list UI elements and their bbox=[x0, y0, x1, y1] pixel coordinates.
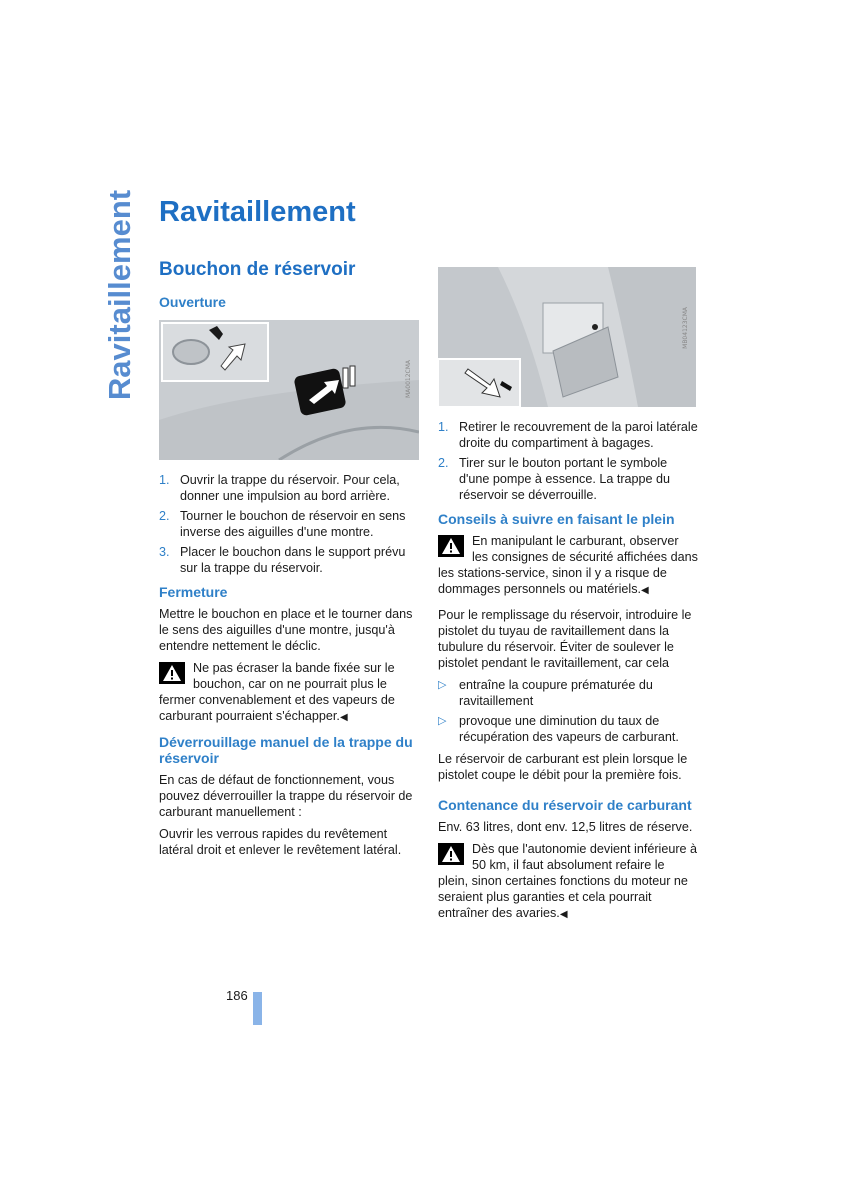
warning-closing: Ne pas écraser la bande fixée sur le bouchon, car on ne pourrait plus le fermer convenablement et des vapeurs de carburant pourraient s'échapper.◀ bbox=[159, 661, 395, 723]
page-title: Ravitaillement bbox=[159, 196, 356, 228]
heading-conseils: Conseils à suivre en faisant le plein bbox=[438, 511, 675, 527]
trunk-illustration bbox=[438, 267, 696, 407]
side-chapter-title-text: Ravitaillement bbox=[102, 189, 138, 401]
page-number: 186 bbox=[226, 988, 248, 1003]
warning-triangle-icon bbox=[159, 662, 185, 684]
list-item: 1. Ouvrir la trappe du réservoir. Pour cela, donner une impulsion au bord arrière. bbox=[159, 473, 400, 503]
figure-code: MB04123CMA bbox=[682, 307, 689, 349]
list-item: 2. Tirer sur le bouton portant le symbole d'une pompe à essence. La trappe du réservoir se déverrouille. bbox=[438, 456, 671, 502]
list-item: ▷ provoque une diminution du taux de récupération des vapeurs de carburant. bbox=[438, 714, 679, 744]
refuel-bullets bbox=[438, 677, 698, 745]
heading-contenance: Contenance du réservoir de carburant bbox=[438, 797, 692, 813]
opening-steps bbox=[159, 472, 419, 576]
list-item: 1. Retirer le recouvrement de la paroi latérale droite du compartiment à bagages. bbox=[438, 420, 698, 450]
fuel-flap-figure bbox=[159, 320, 419, 460]
triangle-bullet-icon: ▷ bbox=[438, 715, 447, 727]
list-item: ▷ entraîne la coupure prématurée du ravitaillement bbox=[438, 678, 653, 708]
end-mark-icon: ◀ bbox=[339, 712, 348, 723]
list-item: 2. Tourner le bouchon de réservoir en sens inverse des aiguilles d'une montre. bbox=[159, 509, 406, 539]
conseils-text-1: Pour le remplissage du réservoir, introduire le pistolet du tuyau de ravitaillement dans la tubulure du réservoir. Éviter de soulever le pistolet pendant le ravitaillement, car cela bbox=[438, 608, 692, 670]
contenance-text: Env. 63 litres, dont env. 12,5 litres de réserve. bbox=[438, 820, 693, 834]
figure-code: MA0012CMA bbox=[405, 360, 412, 399]
trunk-figure bbox=[438, 267, 696, 407]
warning-triangle-icon bbox=[438, 535, 464, 557]
trunk-steps bbox=[438, 419, 698, 503]
end-mark-icon: ◀ bbox=[559, 909, 568, 920]
page-marker-bar bbox=[253, 992, 262, 1025]
right-column bbox=[438, 267, 698, 931]
heading-ouverture: Ouverture bbox=[159, 294, 226, 310]
heading-deverrouillage: Déverrouillage manuel de la trappe du réservoir bbox=[159, 734, 413, 766]
fermeture-text: Mettre le bouchon en place et le tourner dans le sens des aiguilles d'une montre, jusqu'à entendre nettement le déclic. bbox=[159, 607, 413, 653]
list-item: 3. Placer le bouchon dans le support prévu sur la trappe du réservoir. bbox=[159, 545, 406, 575]
section-title: Bouchon de réservoir bbox=[159, 259, 356, 280]
deverrouillage-text-1: En cas de défaut de fonctionnement, vous pouvez déverrouiller la trappe du réservoir de carburant manuellement : bbox=[159, 773, 413, 819]
warning-range: Dès que l'autonomie devient inférieure à 50 km, il faut absolument refaire le plein, sinon certaines fonctions du moteur ne seraient plus garanties et cela pourrait entraîner des avaries.◀ bbox=[438, 842, 698, 920]
end-mark-icon: ◀ bbox=[641, 585, 649, 596]
triangle-bullet-icon: ▷ bbox=[438, 679, 447, 691]
fuel-flap-illustration bbox=[159, 320, 419, 460]
conseils-text-2: Le réservoir de carburant est plein lorsque le pistolet coupe le débit pour la première fois. bbox=[438, 752, 688, 782]
warning-fuel-handling: En manipulant le carburant, observer les consignes de sécurité affichées dans les stations-service, sinon il y a risque de dommages personnels ou matériels.◀ bbox=[438, 534, 698, 596]
deverrouillage-text-2: Ouvrir les verrous rapides du revêtement latéral droit et enlever le revêtement latéral. bbox=[159, 827, 402, 857]
warning-triangle-icon bbox=[438, 843, 464, 865]
side-chapter-title bbox=[100, 189, 140, 401]
heading-fermeture: Fermeture bbox=[159, 584, 228, 600]
left-column bbox=[159, 294, 419, 864]
